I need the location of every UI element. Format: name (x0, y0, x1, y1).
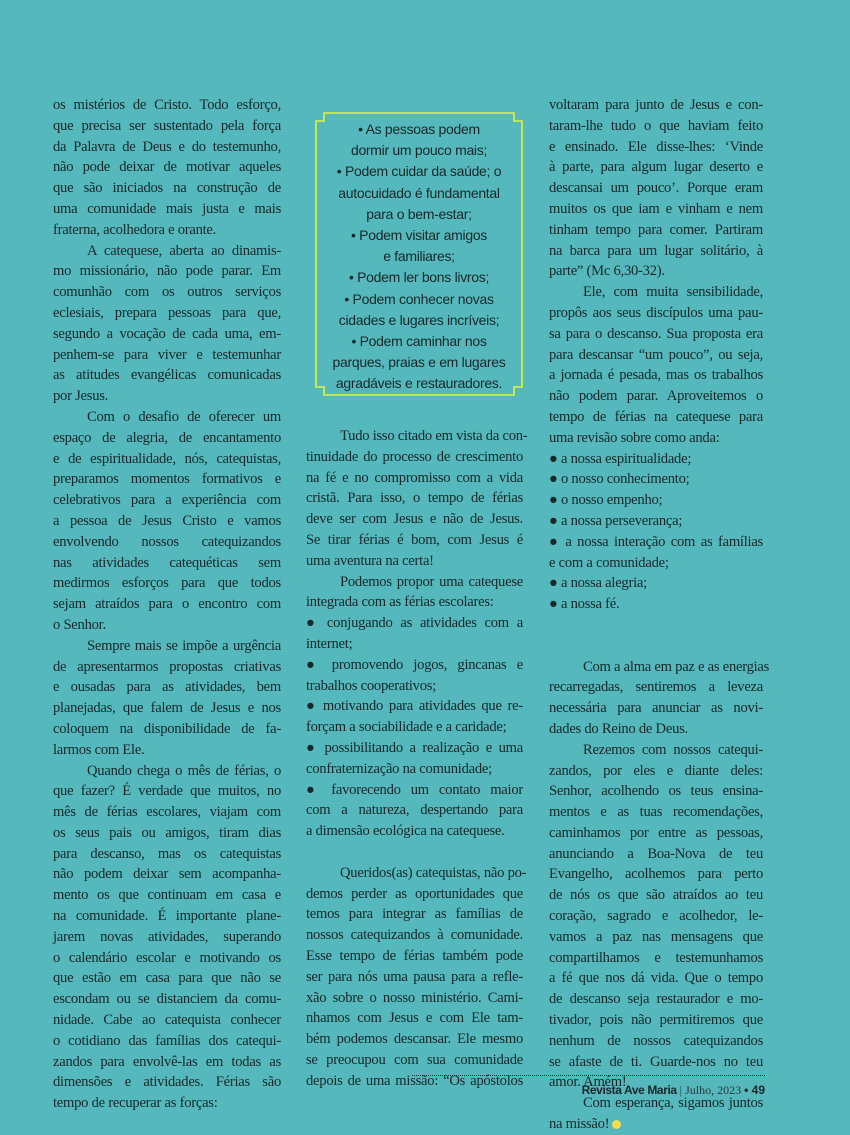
text-line: tivador, pois não permitiremos que (549, 1012, 763, 1029)
page-footer (582, 1083, 765, 1098)
text-line: que fazer? É verdade que muitos, no (53, 783, 281, 800)
text-line: trabalhos cooperativos; (306, 677, 437, 694)
text-line: ● favorecendo um contato maior (306, 781, 523, 798)
sidebar-box-line: • Podem ler bons livros; (348, 269, 490, 286)
text-line: confraternização na comunidade; (306, 760, 492, 777)
text-line: escondam ou se distanciem da comu- (53, 991, 281, 1008)
paragraph (549, 1093, 763, 1135)
paragraph (306, 426, 528, 572)
bullet-item (549, 594, 763, 615)
text-line: que precisa ser sustentado pela força (53, 117, 281, 134)
text-line: Tudo isso citado em vista da con- (340, 428, 528, 444)
text-line: eclesiais, prepara pessoas para que, (53, 304, 281, 321)
text-line: na comunidade. É importante plane- (53, 908, 281, 925)
text-line: medirmos esforços para que todos (53, 575, 281, 592)
text-line: anunciando a Boa-Nova de teu (549, 845, 763, 862)
text-line: integrada com as férias escolares: (306, 594, 494, 611)
text-line: Com a alma em paz e as energias (583, 658, 770, 675)
text-line: o cotidiano das famílias dos catequi- (53, 1032, 281, 1049)
text-line: Sempre mais se impõe a urgência (87, 637, 281, 654)
text-line: fraterna, acolhedora e orante. (53, 221, 217, 238)
bullet-item (306, 655, 523, 697)
text-line: que estão em casa para que não se (53, 970, 281, 987)
text-line: taram-lhe tudo o que haviam feito (549, 117, 763, 134)
text-line: muitos os que iam e vinham e nem (549, 200, 763, 217)
sidebar-box-line: • Podem visitar amigos (350, 227, 488, 244)
text-line: e de espiritualidade, nós, catequistas, (53, 450, 281, 467)
issue-date: Julho, 2023 (685, 1083, 742, 1097)
bullet-item (549, 511, 763, 532)
paragraph (549, 740, 763, 1094)
text-line: segundo a vocação de cada uma, em- (53, 325, 281, 342)
text-line: de apresentarmos propostas criativas (53, 658, 281, 675)
text-line: se afaste de ti. Guarde-nos no teu (549, 1053, 763, 1070)
text-line: não pode deixar de motivar aqueles (53, 159, 281, 176)
text-line: à parte, para algum lugar deserto e (549, 159, 763, 176)
paragraph (549, 282, 763, 448)
footer-bullet: • (744, 1083, 749, 1097)
sidebar-box-line: agradáveis e restauradores. (335, 375, 503, 392)
bullet-item (306, 738, 523, 780)
paragraph-gap (306, 842, 523, 863)
text-line: Se tirar férias é bom, com Jesus é (306, 531, 523, 548)
text-line: bém podemos descansar. Ele mesmo (306, 1031, 523, 1048)
text-line: Podemos propor uma catequese (340, 573, 523, 590)
text-line: por Jesus. (53, 388, 109, 405)
text-line: a pessoa de Jesus Cristo e vamos (53, 512, 281, 529)
text-line: sa para o descanso. Sua proposta era (549, 325, 763, 342)
text-line: zandos para envolvê-las em todas as (53, 1053, 281, 1070)
text-line: voltaram para junto de Jesus e con- (549, 97, 763, 113)
text-line: tinham tempo para comer. Partiram (549, 221, 763, 238)
sidebar-box-line: • Podem cuidar da saúde; o (336, 163, 502, 180)
text-line: Ele, com muita sensibilidade, (583, 284, 763, 301)
text-line: larmos com Ele. (53, 741, 145, 758)
text-line: tinuidade do processo de crescimento (306, 448, 523, 465)
text-line: que são iniciados na construção de (53, 180, 281, 197)
text-line: ● o nosso conhecimento; (549, 471, 690, 488)
paragraph (53, 761, 281, 1115)
paragraph (306, 572, 523, 614)
text-line: Quando chega o mês de férias, o (87, 762, 281, 779)
text-line: ● possibilitando a realização e uma (306, 739, 523, 756)
text-line: zandos, por eles e diante deles: (549, 762, 763, 779)
text-line: Queridos(as) catequistas, não po- (340, 864, 527, 881)
text-line: comunhão com os outros serviços (53, 284, 281, 301)
paragraph (306, 863, 527, 1092)
text-line: nidade. Cabe ao catequista conhecer (53, 1012, 281, 1029)
paragraph (549, 657, 770, 740)
paragraph (53, 407, 281, 636)
text-line: mês de férias escolares, viajam com (53, 804, 281, 821)
text-line: dimensões e atividades. Férias são (53, 1074, 281, 1091)
sidebar-box-line: para o bem-estar; (366, 205, 472, 222)
text-line: ● a nossa perseverança; (549, 512, 683, 529)
text-line: demos perder as oportunidades que (306, 885, 523, 902)
sidebar-box-line: e familiares; (383, 248, 455, 265)
text-line: ● a nossa fé. (549, 596, 620, 613)
text-line: jarem novas atividades, superando (53, 928, 281, 945)
text-line: mentos e as tuas recomendações, (549, 804, 763, 821)
text-line: os mistérios de Cristo. Todo esforço, (53, 97, 281, 113)
text-line: celebrativos para a experiência com (53, 492, 281, 509)
text-line: da Palavra de Deus e do testemunho, (53, 138, 281, 155)
sidebar-box-line: dormir um pouco mais; (350, 142, 488, 159)
text-line: uma aventura na certa! (306, 552, 434, 569)
text-line: ● a nossa espiritualidade; (549, 450, 692, 467)
article-column-1 (53, 95, 281, 1114)
text-line: com a natureza, despertando para (306, 802, 523, 819)
text-line: de descanso seja restaurador e mo- (549, 991, 763, 1008)
text-line: nas atividades catequéticas sem (53, 554, 281, 571)
paragraph-gap (549, 636, 763, 657)
paragraph (53, 95, 281, 241)
text-line: ● a nossa alegria; (549, 575, 647, 592)
text-line: temos para integrar as famílias de (306, 906, 523, 923)
text-line: ● o nosso empenho; (549, 492, 663, 509)
text-line: envolvendo nossos catequizandos (53, 533, 281, 550)
text-line: xão sobre o nosso ministério. Cami- (306, 989, 523, 1006)
end-mark-icon (612, 1120, 621, 1129)
text-line: descansai um pouco’. Porque eram (549, 180, 763, 197)
text-line: ● conjugando as atividades com a (306, 615, 523, 632)
sidebar-box-line: cidades e lugares incríveis; (338, 311, 500, 328)
text-line: ● a nossa interação com as famílias (549, 533, 763, 550)
text-line: não podem parar. Aproveitemos o (549, 388, 763, 405)
bullet-item (549, 469, 763, 490)
text-line: ● motivando para atividades que re- (306, 698, 523, 715)
bullet-item (306, 696, 523, 738)
text-line: vamos a paz nas mensagens que (549, 928, 763, 945)
text-line: mo missionário, não pode parar. Em (53, 263, 281, 280)
text-line: penhem-se para viver e testemunhar (53, 346, 281, 363)
text-line: depois de uma missão: “Os apóstolos (306, 1072, 523, 1089)
text-line: nossos catequizandos à comunidade. (306, 927, 523, 944)
article-column-3 (549, 95, 770, 1135)
sidebar-box-line: • Podem conhecer novas (344, 290, 494, 307)
text-line: uma comunidade mais justa e mais (53, 200, 281, 217)
footer-separator: | (679, 1083, 683, 1097)
text-line: de nós os que são atraídos ao teu (549, 887, 763, 904)
text-line: as atitudes evangélicas comunicadas (53, 367, 281, 384)
text-line: propôs aos seus discípulos uma pau- (549, 304, 763, 321)
page-number: 49 (751, 1083, 765, 1097)
text-line: cristã. Para isso, o tempo de férias (306, 490, 523, 507)
paragraph-gap (549, 615, 763, 636)
text-line: coração, sagrado e acolhedor, le- (549, 908, 763, 925)
text-line: nhamos com Jesus e com Ele tam- (306, 1010, 523, 1027)
text-line: o calendário escolar e motivando os (53, 949, 281, 966)
text-line: parte” (Mc 6,30-32). (549, 263, 665, 280)
text-line: caminhamos por entre as pessoas, (549, 824, 763, 841)
text-line: a dimensão ecológica na catequese. (306, 823, 505, 840)
bullet-item (549, 532, 763, 574)
text-line: a jornada é pesada, mas os trabalhos (549, 367, 763, 384)
text-line: na barca para um lugar solitário, à (549, 242, 763, 259)
paragraph (549, 95, 763, 282)
bullet-item (306, 780, 523, 842)
text-line: compartilhamos e testemunhamos (549, 949, 763, 966)
text-line: mento os que continuam em casa e (53, 887, 281, 904)
text-line: se preocupou com sua comunidade (306, 1051, 523, 1068)
text-line: dades do Reino de Deus. (549, 720, 688, 737)
paragraph (53, 636, 281, 761)
text-line: ser para nós uma pausa para a refle- (306, 968, 523, 985)
text-line: Evangelho, acolhemos para perto (549, 866, 763, 883)
text-line: e ousadas para as atividades, bem (53, 679, 281, 696)
text-line: planejadas, que falem de Jesus e nos (53, 700, 281, 717)
text-line: na missão! (549, 1114, 763, 1135)
sidebar-box-list (314, 119, 524, 395)
sidebar-box-line: autocuidado é fundamental (338, 184, 500, 201)
footer-divider (412, 1075, 765, 1076)
paragraph (53, 241, 281, 407)
text-line: espaço de alegria, de encantamento (53, 429, 281, 446)
text-line: os seus pais ou amigos, tiram dias (53, 824, 281, 841)
sidebar-box-line: • As pessoas podem (358, 121, 480, 137)
text-line: uma revisão sobre como anda: (549, 429, 720, 446)
text-line: na fé e no compromisso com a vida (306, 469, 523, 486)
text-line: e com a comunidade; (549, 554, 669, 571)
text-line: sejam atraídos para o encontro com (53, 596, 281, 613)
text-line: internet; (306, 635, 353, 652)
text-line: A catequese, aberta ao dinamis- (87, 242, 281, 259)
sidebar-box-line: parques, praias e em lugares (332, 354, 506, 371)
bullet-item (549, 490, 763, 511)
text-line: preparamos momentos formativos e (53, 471, 281, 488)
text-line: ● promovendo jogos, gincanas e (306, 656, 523, 673)
text-line: para descanso, mas os catequistas (53, 845, 281, 862)
text-line: Esse tempo de férias também pode (306, 947, 523, 964)
text-line: Com esperança, sigamos juntos (583, 1095, 763, 1112)
text-line: tempo de férias na catequese para (549, 408, 763, 425)
text-line: Senhor, acolhendo os teus ensina- (549, 783, 763, 800)
text-line: não podem deixar sem acompanha- (53, 866, 281, 883)
text-line: tempo de recuperar as forças: (53, 1095, 218, 1112)
text-line: a fé que nos dá vida. Que o tempo (549, 970, 763, 987)
text-line: recarregadas, sentiremos a leveza (549, 679, 763, 696)
article-column-2 (306, 426, 528, 1092)
text-line: o Senhor. (53, 616, 106, 633)
sidebar-box (314, 111, 524, 397)
sidebar-box-line: • Podem caminhar nos (351, 333, 487, 350)
text-line: e ensinado. Ele disse-lhes: ‘Vinde (549, 138, 763, 155)
text-line: nenhum de nossos catequizandos (549, 1032, 763, 1049)
magazine-name: Revista Ave Maria (581, 1083, 677, 1097)
text-line: amor. Amém! (549, 1074, 627, 1091)
bullet-item (306, 613, 523, 655)
text-line: coloquem na disponibilidade de fa- (53, 720, 281, 737)
text-line: para descansar “um pouco”, ou seja, (549, 346, 763, 363)
text-line: necessária para anunciar as novi- (549, 700, 763, 717)
bullet-item (549, 449, 763, 470)
bullet-item (549, 573, 763, 594)
text-line: Com o desafio de oferecer um (87, 408, 281, 425)
text-line: deve ser com Jesus e não de Jesus. (306, 511, 523, 528)
text-line: Rezemos com nossos catequi- (583, 741, 763, 758)
text-line: forçam a sociabilidade e a caridade; (306, 719, 507, 736)
